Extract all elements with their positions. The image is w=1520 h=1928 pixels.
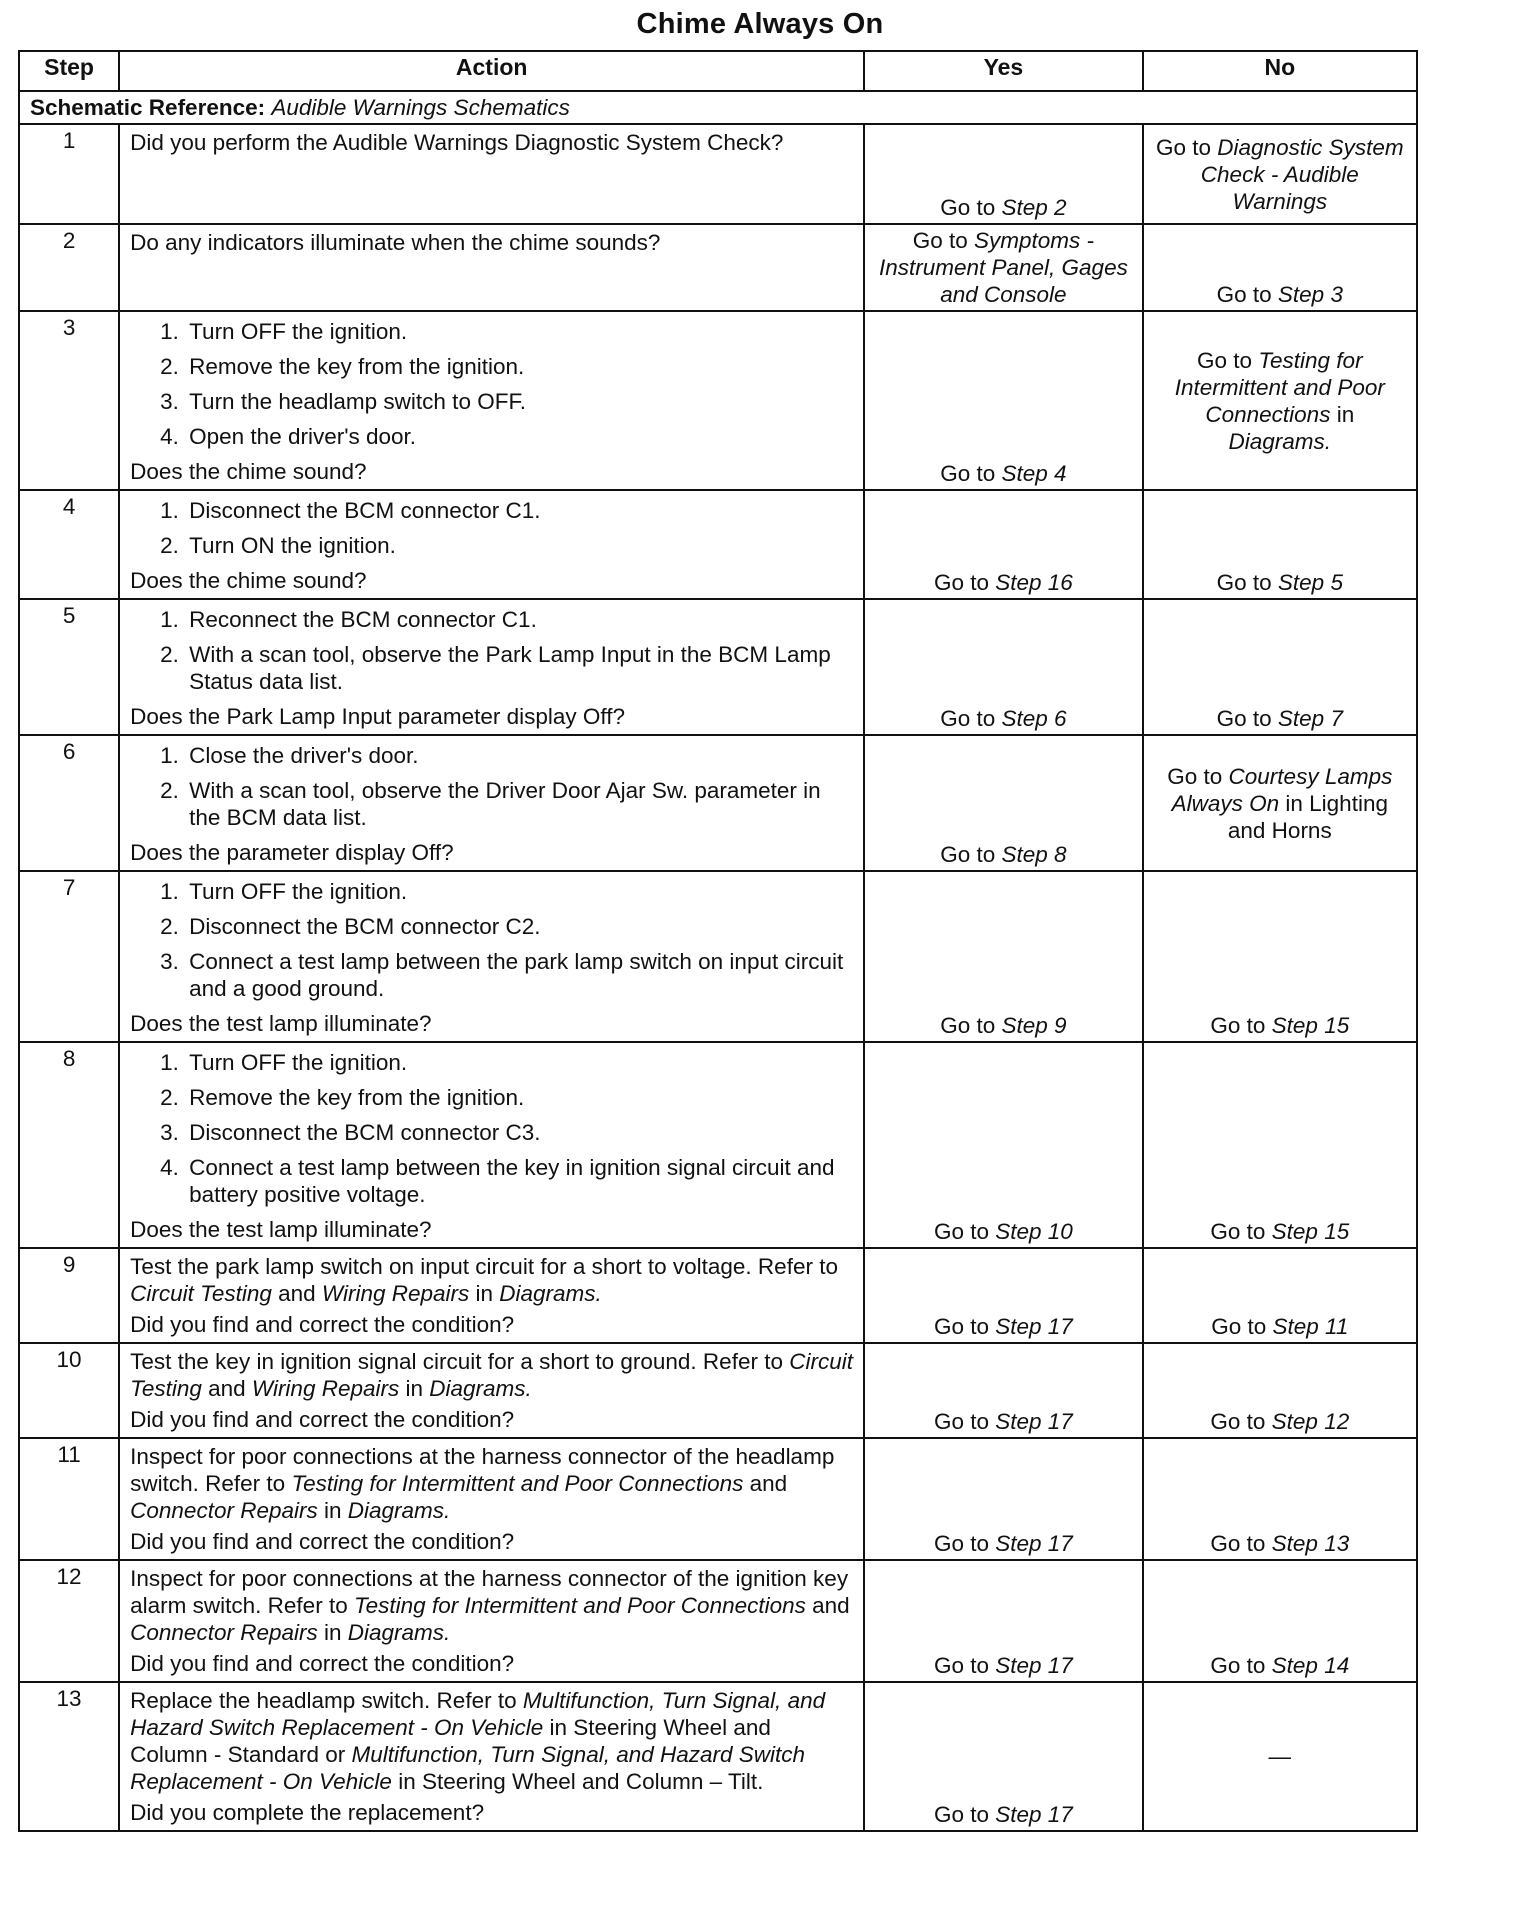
text-run: Go to [912,228,975,253]
table-row [19,1682,1417,1831]
reference-link-text: Symptoms - Instrument Panel, Gages and Console [878,228,1128,307]
reference-link-text: Step 10 [995,1219,1073,1244]
text-run: and [271,1281,322,1306]
table-row [19,1248,1417,1343]
text-run: and [201,1376,252,1401]
yes-result [864,490,1142,599]
reference-link-text: Step 17 [995,1531,1073,1556]
yes-result [864,1560,1142,1682]
diagnostic-table [18,50,1418,1832]
text-run: Go to [933,570,996,595]
no-result-text [1210,1530,1349,1557]
header-no: No [1143,51,1417,91]
reference-link-text: Diagrams. [347,1498,451,1523]
yes-result [864,1438,1142,1560]
action-cell [119,1042,864,1248]
yes-result-text [940,705,1066,732]
schematic-reference-row [19,91,1417,124]
reference-link-text: Diagrams. [429,1376,532,1401]
reference-link-text: Step 15 [1271,1219,1350,1244]
action-step: 2. Remove the key from the ignition. [185,353,853,380]
no-result [1143,311,1417,490]
no-result-text [1210,1012,1349,1039]
reference-link-text: Connector Repairs [130,1620,318,1645]
step-number: 8 [19,1042,119,1248]
action-instruction [130,1253,853,1307]
reference-link-text: Multifunction, Turn Signal, and Hazard Switch Replacement - On Vehicle [130,1688,826,1740]
text-run: Go to [1210,1219,1272,1244]
no-result-text [1154,763,1406,844]
no-result [1143,1682,1417,1831]
step-number: 7 [19,871,119,1042]
reference-link-text: Step 13 [1271,1531,1350,1556]
yes-result-text [940,1012,1066,1039]
no-result [1143,599,1417,735]
action-steps-list [130,497,853,559]
text-run: Go to [940,461,1002,486]
action-instruction [130,1565,853,1646]
yes-result [864,1682,1142,1831]
yes-result-text [934,1218,1073,1245]
yes-result-text [940,194,1066,221]
text-run: Go to [933,1802,996,1827]
text-run: Go to [940,706,1002,731]
reference-link-text: Step 5 [1277,570,1343,595]
table-row [19,311,1417,490]
step-number: 9 [19,1248,119,1343]
text-run: and [743,1471,788,1496]
step-number: 10 [19,1343,119,1438]
action-question: Does the parameter display Off? [130,840,454,865]
yes-result-text [934,1801,1073,1828]
step-number: 12 [19,1560,119,1682]
action-step: 2. Turn ON the ignition. [185,532,853,559]
text-run: Go to [1210,1531,1272,1556]
no-result-text [1217,281,1343,308]
text-run: Go to [933,1531,996,1556]
yes-result-text [934,1652,1073,1679]
action-steps-list [130,318,853,450]
yes-result [864,599,1142,735]
text-run: in Steering Wheel and Column – Tilt. [391,1769,764,1794]
text-run: Go to [1197,347,1259,373]
no-result [1143,224,1417,311]
reference-link-text: Testing for Intermittent and Poor Connections [1174,347,1385,427]
reference-link-text: Step 17 [995,1409,1073,1434]
no-result [1143,1438,1417,1560]
no-result-text [1210,1652,1349,1679]
yes-result [864,1343,1142,1438]
no-result [1143,490,1417,599]
action-cell [119,1560,864,1682]
reference-link-text: Step 15 [1271,1013,1350,1038]
text-run: and [805,1593,850,1618]
step-number: 2 [19,224,119,311]
text-run: Go to [933,1219,996,1244]
text-run: Go to [1216,706,1278,731]
no-result [1143,1042,1417,1248]
action-step: 4. Connect a test lamp between the key in ignition signal circuit and battery positive voltage. [185,1154,853,1208]
text-run: Go to [1210,1409,1272,1434]
yes-result-text [934,1530,1073,1557]
yes-result [864,735,1142,871]
reference-link-text: Step 3 [1277,282,1343,307]
no-result-text [1210,1408,1349,1435]
table-row [19,1042,1417,1248]
text-run: in Lighting and Horns [1227,790,1388,843]
reference-link-text: Step 17 [995,1802,1073,1827]
text-run: in [399,1376,430,1401]
step-number: 1 [19,124,119,224]
text-run: in [317,1620,348,1645]
text-run: in [469,1281,500,1306]
text-run: Go to [933,1409,996,1434]
step-number: 4 [19,490,119,599]
text-run: Test the key in ignition signal circuit for a short to ground. Refer to [130,1349,790,1374]
action-question: Does the Park Lamp Input parameter display Off? [130,704,625,729]
table-header-row [19,51,1417,91]
action-step: 2. Remove the key from the ignition. [185,1084,853,1111]
reference-link-text: Step 12 [1271,1409,1350,1434]
step-number: 5 [19,599,119,735]
action-cell [119,1682,864,1831]
action-instruction [130,1348,853,1402]
table-row [19,1560,1417,1682]
text-run: Go to [940,842,1002,867]
yes-result [864,1042,1142,1248]
schematic-label: Schematic Reference: [30,95,266,120]
reference-link-text: Courtesy Lamps Always On [1171,763,1393,816]
reference-link-text: Step 2 [1001,195,1067,220]
action-instruction [130,1443,853,1524]
step-number: 13 [19,1682,119,1831]
reference-link-text: Step 14 [1271,1653,1350,1678]
text-run: Go to [940,1013,1002,1038]
table-row [19,871,1417,1042]
reference-link-text: Circuit Testing [130,1281,272,1306]
action-steps-list [130,742,853,831]
no-result-text [1154,134,1406,215]
action-step: 3. Turn the headlamp switch to OFF. [185,388,853,415]
no-result [1143,1560,1417,1682]
yes-result-text [875,227,1131,308]
reference-link-text: Step 16 [995,570,1073,595]
yes-result-text [940,460,1066,487]
text-run: Test the park lamp switch on input circuit for a short to voltage. Refer to [130,1254,838,1279]
yes-result-text [934,1313,1073,1340]
text-run: Replace the headlamp switch. Refer to [130,1688,523,1713]
table-row [19,124,1417,224]
reference-link-text: Step 11 [1272,1314,1349,1339]
header-action: Action [119,51,864,91]
text-run: Go to [1155,134,1218,160]
yes-result [864,224,1142,311]
step-number: 3 [19,311,119,490]
text-run: in [1330,401,1355,427]
action-question: Do any indicators illuminate when the chime sounds? [130,230,661,255]
reference-link-text: Testing for Intermittent and Poor Connections [353,1593,806,1618]
action-question: Did you complete the replacement? [130,1800,485,1825]
no-result-text [1269,1743,1292,1770]
page-title: Chime Always On [636,8,884,40]
action-step: 4. Open the driver's door. [185,423,853,450]
table-row [19,490,1417,599]
yes-result-text [940,841,1066,868]
header-step: Step [19,51,119,91]
no-result-text [1154,347,1406,455]
no-result [1143,1343,1417,1438]
reference-link-text: Step 6 [1001,706,1067,731]
action-cell [119,1438,864,1560]
no-result-text [1210,1218,1349,1245]
table-row [19,1343,1417,1438]
action-cell [119,599,864,735]
action-step: 1. Turn OFF the ignition. [185,318,853,345]
no-result [1143,735,1417,871]
action-question: Did you find and correct the condition? [130,1651,515,1676]
no-result-text [1217,569,1343,596]
yes-result-text [934,569,1073,596]
action-question: Does the test lamp illuminate? [130,1011,432,1036]
action-step: 2. With a scan tool, observe the Driver Door Ajar Sw. parameter in the BCM data list. [185,777,853,831]
table-row [19,1438,1417,1560]
action-cell [119,1248,864,1343]
text-run: Go to [1167,763,1229,789]
step-number: 6 [19,735,119,871]
reference-link-text: Step 8 [1001,842,1067,867]
reference-link-text: Step 4 [1001,461,1067,486]
action-question: Does the chime sound? [130,459,367,484]
reference-link-text: Circuit Testing [130,1349,853,1401]
action-question: Did you find and correct the condition? [130,1529,515,1554]
action-step: 3. Connect a test lamp between the park lamp switch on input circuit and a good ground. [185,948,853,1002]
step-number: 11 [19,1438,119,1560]
action-steps-list [130,606,853,695]
action-cell [119,1343,864,1438]
action-cell [119,490,864,599]
schematic-value: Audible Warnings Schematics [271,95,570,120]
reference-link-text: Diagnostic System Check - Audible Warnings [1200,134,1404,214]
reference-link-text: Multifunction, Turn Signal, and Hazard Switch Replacement - On Vehicle [130,1742,806,1794]
no-result [1143,1248,1417,1343]
no-result-text [1211,1313,1348,1340]
text-run: Go to [1210,1013,1272,1038]
action-step: 2. Disconnect the BCM connector C2. [185,913,853,940]
text-run: — [1268,1744,1292,1769]
reference-link-text: Connector Repairs [130,1498,318,1523]
schematic-reference [19,91,1417,124]
action-cell [119,224,864,311]
action-cell [119,735,864,871]
action-steps-list [130,878,853,1002]
text-run: Go to [1216,570,1278,595]
no-result [1143,124,1417,224]
reference-link-text: Step 17 [995,1653,1073,1678]
reference-link-text: Step 17 [995,1314,1073,1339]
text-run: Go to [1216,282,1278,307]
action-step: 1. Close the driver's door. [185,742,853,769]
yes-result [864,1248,1142,1343]
action-question: Did you find and correct the condition? [130,1312,515,1337]
text-run: Go to [933,1653,996,1678]
reference-link-text: Wiring Repairs [251,1376,400,1401]
text-run: in Steering Wheel and Column - Standard or [130,1715,771,1767]
yes-result [864,871,1142,1042]
no-result [1143,871,1417,1042]
header-yes: Yes [864,51,1142,91]
reference-link-text: Diagrams. [1228,428,1332,454]
reference-link-text: Testing for Intermittent and Poor Connections [291,1471,744,1496]
action-question: Did you find and correct the condition? [130,1407,515,1432]
action-step: 1. Turn OFF the ignition. [185,1049,853,1076]
text-run: Go to [1211,1314,1273,1339]
text-run: Go to [1210,1653,1272,1678]
table-row [19,735,1417,871]
action-question: Does the test lamp illuminate? [130,1217,432,1242]
action-step: 1. Reconnect the BCM connector C1. [185,606,853,633]
yes-result [864,311,1142,490]
action-step: 3. Disconnect the BCM connector C3. [185,1119,853,1146]
action-instruction [130,1687,853,1795]
yes-result [864,124,1142,224]
action-question: Did you perform the Audible Warnings Diagnostic System Check? [130,130,784,155]
action-steps-list [130,1049,853,1208]
reference-link-text: Diagrams. [499,1281,602,1306]
yes-result-text [934,1408,1073,1435]
table-row [19,599,1417,735]
reference-link-text: Diagrams. [347,1620,451,1645]
reference-link-text: Step 9 [1001,1013,1067,1038]
table-row [19,224,1417,311]
text-run: Inspect for poor connections at the harness connector of the headlamp switch. Refer to [130,1444,835,1496]
action-step: 1. Turn OFF the ignition. [185,878,853,905]
action-cell [119,871,864,1042]
text-run: Go to [940,195,1002,220]
action-cell [119,124,864,224]
text-run: Go to [933,1314,996,1339]
action-step: 1. Disconnect the BCM connector C1. [185,497,853,524]
action-cell [119,311,864,490]
reference-link-text: Wiring Repairs [321,1281,470,1306]
text-run: in [317,1498,348,1523]
action-question: Does the chime sound? [130,568,367,593]
action-step: 2. With a scan tool, observe the Park Lamp Input in the BCM Lamp Status data list. [185,641,853,695]
text-run: Inspect for poor connections at the harness connector of the ignition key alarm switch. Refer to [130,1566,849,1618]
no-result-text [1217,705,1343,732]
reference-link-text: Step 7 [1277,706,1343,731]
